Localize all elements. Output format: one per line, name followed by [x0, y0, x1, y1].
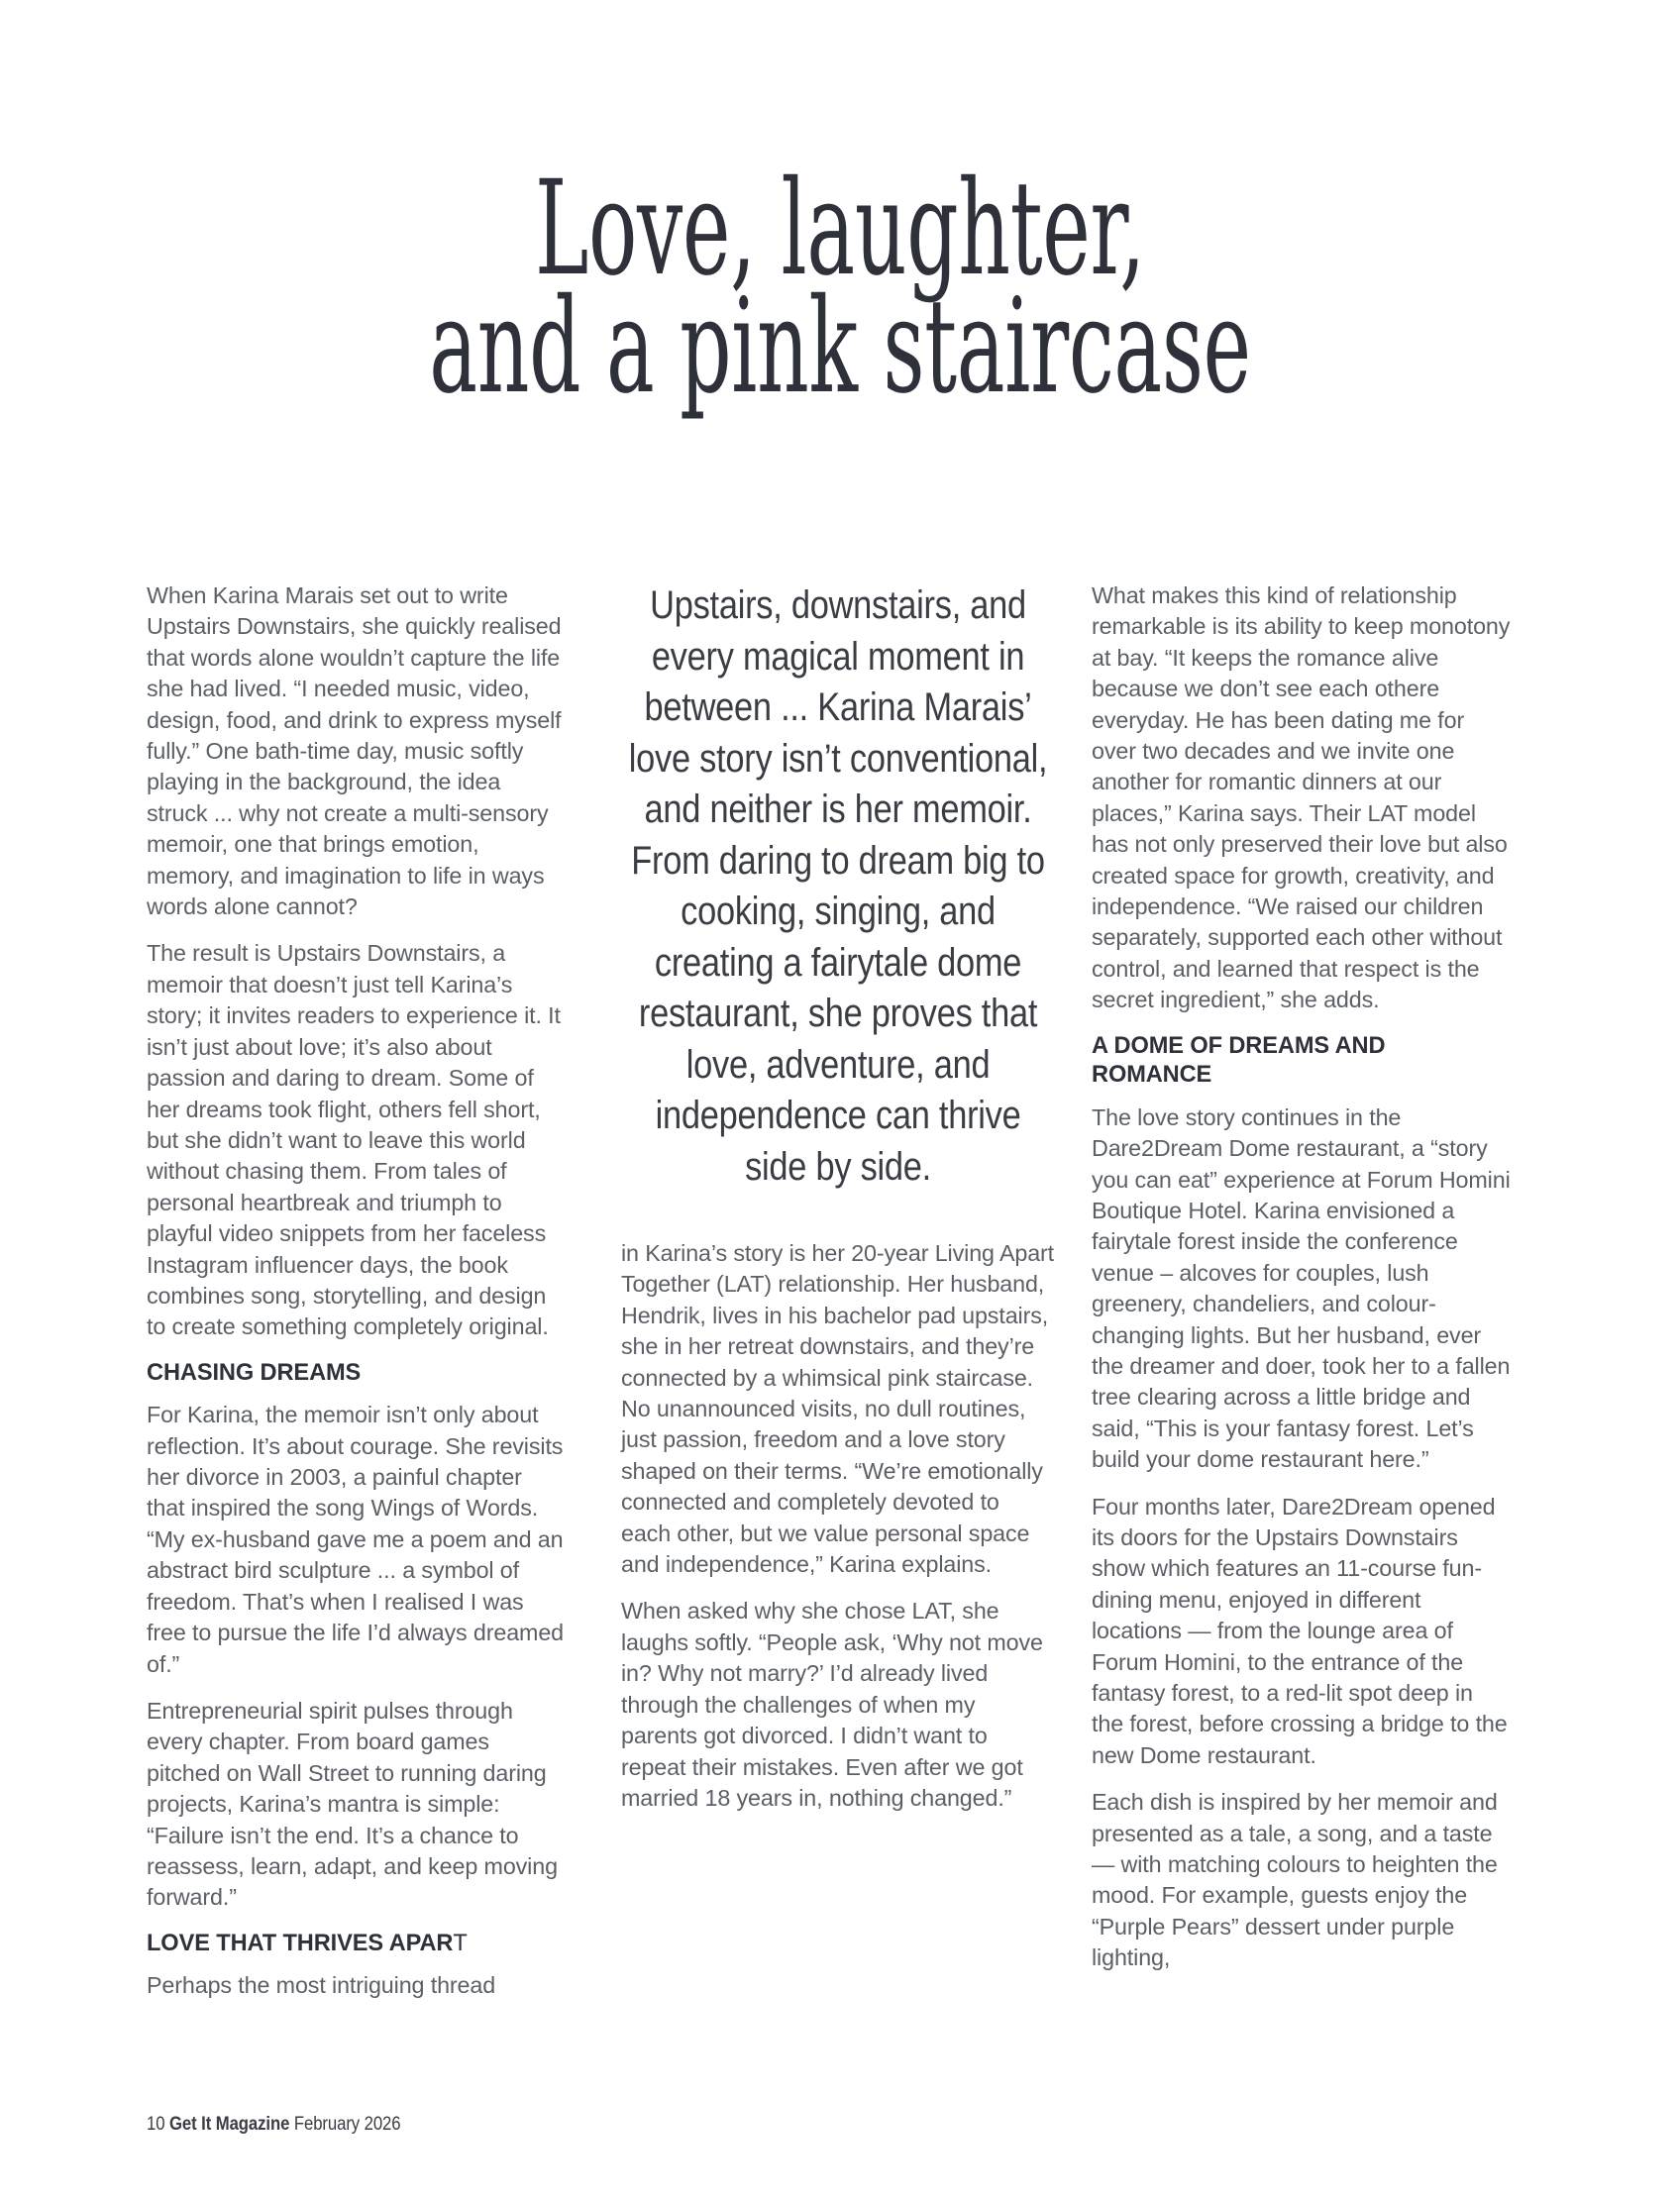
footer-publication-name: Get It Magazine [168, 2114, 290, 2135]
article-column-3 [1092, 580, 1511, 2056]
subheading-thin-tail: T [453, 1930, 468, 1956]
footer-page-number: 10 [147, 2114, 165, 2135]
paragraph: in Karina’s story is her 20-year Living Apart Together (LAT) relationship. Her husband, Hendrik, lives in his bachelor pad upstairs, she in her retreat downstairs, and they’re connected by a whimsical pink staircase. No unannounced visits, no dull routines, just passion, freedom and a love story shaped on their terms. “We’re emotionally connected and completely devoted to each other, but we value personal space and independence,” Karina explains. [621, 1240, 1055, 1578]
article-column-1 [147, 580, 566, 2056]
footer-issue-date: February 2026 [293, 2114, 401, 2135]
paragraph: The result is Upstairs Downstairs, a memoir that doesn’t just tell Karina’s story; it invites readers to experience it. It isn’t just about love; it’s also about passion and daring to dream. Some of her dreams took flight, others fell short, but she didn’t want to leave this world without chasing them. From tales of personal heartbreak and triumph to playful video snippets from her faceless Instagram influencer days, the book combines song, storytelling, and design to create something completely original. [147, 940, 561, 1340]
page-footer [147, 2113, 400, 2137]
section-subheading-love-that-thrives-apart [147, 1930, 566, 1959]
article-columns [147, 580, 1537, 2056]
paragraph: What makes this kind of relationship remarkable is its ability to keep monotony at bay. “It keeps the romance alive because we don’t see each othere everyday. He has been dating me for over two decades and we invite one another for romantic dinners at our places,” Karina says. Their LAT model has not only preserved their love but also created space for growth, creativity, and independence. “We raised our children separately, supported each other without control, and learned that respect is the secret ingredient,” she adds. [1092, 582, 1511, 1013]
paragraph: Four months later, Dare2Dream opened its doors for the Upstairs Downstairs show which features an 11-course fun-dining menu, enjoyed in different locations — from the lounge area of Forum Homini, to the entrance of the fantasy forest, to a red-lit spot deep in the forest, before crossing a bridge to the new Dome restaurant. [1092, 1493, 1508, 1768]
paragraph: When Karina Marais set out to write Upstairs Downstairs, she quickly realised that words alone wouldn’t capture the life she had lived. “I needed music, video, design, food, and drink to express myself fully.” One bath-time day, music softly playing in the background, the idea struck ... why not create a multi-sensory memoir, one that brings emotion, memory, and imagination to life in ways words alone cannot? [147, 582, 562, 920]
headline-line-1: Love, laughter, [535, 153, 1145, 305]
paragraph: For Karina, the memoir isn’t only about reflection. It’s about courage. She revisits her divorce in 2003, a painful chapter that inspired the song Wings of Words. “My ex-husband gave me a poem and an abstract bird sculpture ... a symbol of freedom. That’s when I realised I was free to pursue the life I’d always dreamed of.” [147, 1402, 565, 1677]
paragraph: Entrepreneurial spirit pulses through every chapter. From board games pitched on Wall Street to running daring projects, Karina’s mantra is simple: “Failure isn’t the end. It’s a chance to reassess, learn, adapt, and keep moving forward.” [147, 1697, 558, 1911]
section-subheading-chasing-dreams: CHASING DREAMS [147, 1359, 362, 1386]
paragraph: The love story continues in the Dare2Dream Dome restaurant, a “story you can eat” experience at Forum Homini Boutique Hotel. Karina envisioned a fairytale forest inside the conference venue – alcoves for couples, lush greenery, chandeliers, and colour-changing lights. But her husband, ever the dreamer and doer, took her to a fallen tree clearing across a little bridge and said, “This is your fantasy forest. Let’s build your dome restaurant here.” [1092, 1103, 1511, 1473]
pull-quote: Upstairs, downstairs, and every magical moment in between ... Karina Marais’ love story isn’t conventional, and neither is her memoir. From daring to dream big to cooking, singing, and creating a fairytale dome restaurant, she proves that love, adventure, and independence can thrive side by side. [628, 583, 1048, 1189]
article-headline [0, 153, 1680, 423]
article-column-2 [621, 580, 1055, 2056]
headline-line-2: and a pink staircase [429, 269, 1251, 423]
paragraph: When asked why she chose LAT, she laughs softly. “People ask, ‘Why not move in? Why not marry?’ I’d already lived through the challenges of when my parents got divorced. I didn’t want to repeat their mistakes. Even after we got married 18 years in, nothing changed.” [621, 1598, 1043, 1811]
subheading-bold-part: LOVE THAT THRIVES APAR [147, 1930, 454, 1956]
section-subheading-a-dome-of-dreams-and-romance: A DOME OF DREAMS AND ROMANCE [1092, 1032, 1386, 1089]
paragraph: Perhaps the most intriguing thread [147, 1972, 496, 1999]
paragraph: Each dish is inspired by her memoir and presented as a tale, a song, and a taste — with matching colours to heighten the mood. For example, guests enjoy the “Purple Pears” dessert under purple lighting, [1092, 1789, 1498, 1971]
